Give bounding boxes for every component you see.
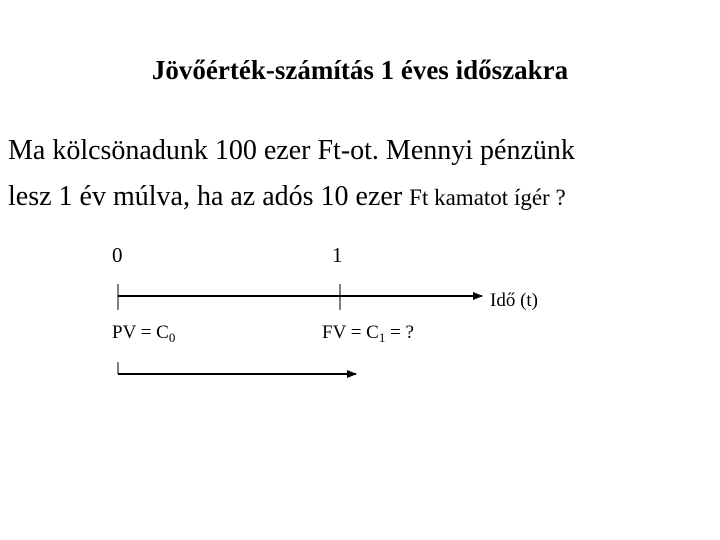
question-line-2-small: Ft kamatot ígér ? [409, 185, 566, 210]
period-end-label: 1 [332, 243, 343, 267]
period-start-label: 0 [112, 243, 123, 267]
future-value-formula: FV = $C_1$ = ? [322, 322, 414, 345]
slide-title: Jövőérték-számítás 1 éves időszakra [151, 55, 569, 85]
present-value-subscript: 0 [168, 330, 176, 345]
future-value-subscript: 1 [378, 330, 386, 345]
question-line-2-main: lesz 1 év múlva, ha az adós 10 ezer [8, 181, 410, 212]
present-value-formula: PV = $C_0$ [112, 322, 176, 345]
question-line-1: Ma kölcsönadunk 100 ezer Ft-ot. Mennyi pénzünk [8, 135, 575, 166]
time-axis-label: Idő (t) [490, 290, 539, 311]
